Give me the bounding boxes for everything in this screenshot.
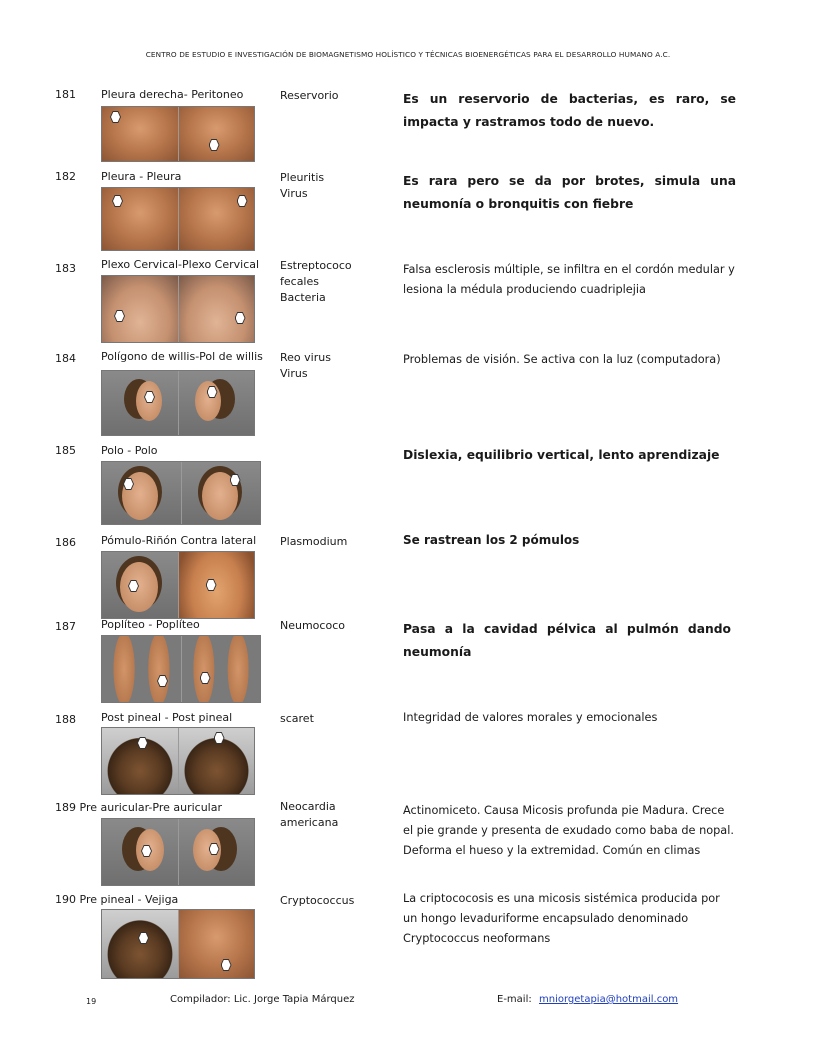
point-marker-icon (138, 932, 149, 944)
entry-point-name: Post pineal - Post pineal (101, 711, 233, 724)
email-link[interactable]: mniorgetapia@hotmail.com (539, 994, 679, 1005)
entry-point-name: 190 Pre pineal - Vejiga (55, 893, 179, 906)
point-marker-icon (209, 139, 220, 151)
point-marker-icon (206, 579, 217, 591)
entry-description: Dislexia, equilibrio vertical, lento aprendizaje (403, 448, 720, 462)
head-side-right-view (178, 371, 255, 435)
entry-description: Es un reservorio de bacterias, es raro, se impacta y rastramos todo de nuevo. (403, 92, 736, 129)
email-label: E-mail: (497, 994, 532, 1005)
entry-point-name: Pómulo-Riñón Contra lateral (101, 534, 257, 547)
lower-abdomen-view (178, 910, 255, 978)
point-marker-icon (214, 732, 225, 744)
head-top-view (102, 910, 178, 978)
entry-number: 187 (55, 620, 76, 633)
point-marker-icon (200, 672, 211, 684)
page-number: 19 (86, 997, 97, 1006)
chest-view (102, 107, 178, 161)
entry-pathogen: Plasmodium (280, 535, 348, 548)
entry-description: Falsa esclerosis múltiple, se infiltra en el cordón medular y lesiona la médula produciendo cuadriplejia (403, 263, 735, 296)
entry-point-name: Plexo Cervical-Plexo Cervical (101, 258, 260, 271)
entry-point-name: Polígono de willis-Pol de willis (101, 350, 263, 363)
entry-description: Actinomiceto. Causa Micosis profunda pie Madura. Crece el pie grande y presenta de exudado como baba de nopal. Deforma el hueso y la extremidad. Común en climas (403, 804, 734, 857)
entry-description: Se rastrean los 2 pómulos (403, 533, 580, 547)
entry-description: La criptococosis es una micosis sistémica producida por un hongo levaduriforme encapsulado denominado Cryptococcus neoformans (403, 892, 720, 945)
head-top-left-view (102, 728, 178, 794)
point-marker-icon (157, 675, 168, 687)
chest-right-view (178, 188, 255, 250)
abdomen-view (178, 107, 255, 161)
point-marker-icon (112, 195, 123, 207)
chest-left-view (102, 188, 178, 250)
neck-left-view (102, 276, 178, 342)
entry-description: Problemas de visión. Se activa con la luz (computadora) (403, 353, 721, 366)
entry-number: 183 (55, 262, 76, 275)
point-marker-icon (137, 737, 148, 749)
anatomy-image (101, 275, 255, 343)
face-cheek-view (102, 552, 178, 618)
entry-point-name: Pleura derecha- Peritoneo (101, 88, 244, 101)
entry-pathogen: scaret (280, 712, 314, 725)
entry-number: 185 (55, 444, 76, 457)
entry-point-name: 189 Pre auricular-Pre auricular (55, 801, 222, 814)
entry-pathogen: Pleuritis Virus (280, 171, 325, 200)
anatomy-image (101, 909, 255, 979)
entry-description: Es rara pero se da por brotes, simula una neumonía o bronquitis con fiebre (403, 174, 736, 211)
entry-pathogen: Estreptococo fecales Bacteria (280, 259, 352, 304)
entry-point-name: Polo - Polo (101, 444, 158, 457)
head-side-right-view (178, 819, 255, 885)
entry-number: 184 (55, 352, 76, 365)
entry-description: Integridad de valores morales y emocionales (403, 711, 658, 724)
anatomy-image (101, 551, 255, 619)
point-marker-icon (237, 195, 248, 207)
face-front-left-view (102, 462, 181, 524)
face-front-right-view (181, 462, 261, 524)
entry-number: 188 (55, 713, 76, 726)
head-top-right-view (178, 728, 255, 794)
document-header: CENTRO DE ESTUDIO E INVESTIGACIÓN DE BIOMAGNETISMO HOLÍSTICO Y TÉCNICAS BIOENERGÉTICAS PARA EL DESARROLLO HUMANO A.C. (145, 50, 671, 59)
point-marker-icon (114, 310, 125, 322)
anatomy-image (101, 187, 255, 251)
entry-number: 181 (55, 88, 76, 101)
anatomy-image (101, 370, 255, 436)
entry-description: Pasa a la cavidad pélvica al pulmón dando neumonía (403, 622, 731, 659)
point-marker-icon (221, 959, 232, 971)
anatomy-image (101, 461, 261, 525)
anatomy-image (101, 635, 261, 703)
head-side-left-view (102, 819, 178, 885)
anatomy-image (101, 818, 255, 886)
entry-pathogen: Reservorio (280, 89, 339, 102)
entry-pathogen: Reo virus Virus (280, 351, 331, 380)
anatomy-image (101, 106, 255, 162)
compiler-credit: Compilador: Lic. Jorge Tapia Márquez (170, 994, 355, 1005)
entry-pathogen: Neocardia americana (280, 800, 339, 829)
back-kidney-view (178, 552, 255, 618)
anatomy-image (101, 727, 255, 795)
entry-pathogen: Neumococo (280, 619, 345, 632)
head-side-left-view (102, 371, 178, 435)
legs-back-view-2 (181, 636, 261, 702)
entry-point-name: Pleura - Pleura (101, 170, 182, 183)
neck-right-view (178, 276, 255, 342)
entry-number: 182 (55, 170, 76, 183)
legs-back-view (102, 636, 181, 702)
point-marker-icon (110, 111, 121, 123)
entry-number: 186 (55, 536, 76, 549)
entry-point-name: Poplíteo - Poplíteo (101, 618, 200, 631)
point-marker-icon (235, 312, 246, 324)
entry-pathogen: Cryptococcus (280, 894, 355, 907)
